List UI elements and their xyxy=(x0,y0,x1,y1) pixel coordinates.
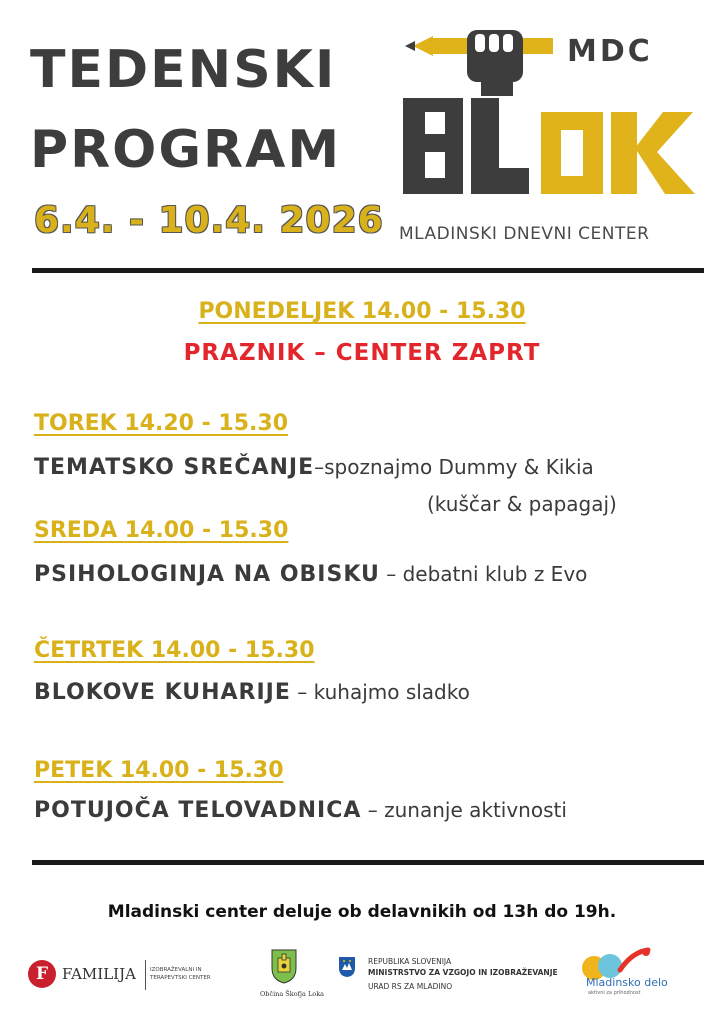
activity-tuesday xyxy=(34,455,594,480)
day-heading-monday: PONEDELJEK 14.00 - 15.30 xyxy=(198,299,526,324)
pencil-fist-icon xyxy=(395,26,705,251)
mladinsko-tagline: aktivni za prihodnost xyxy=(588,990,641,996)
logo-subtitle: MLADINSKI DNEVNI CENTER xyxy=(399,224,650,244)
activity-title: POTUJOČA TELOVADNICA xyxy=(34,798,362,823)
mladinsko-delo-logo xyxy=(580,946,700,1002)
activity-detail: –spoznajmo Dummy & Kikia xyxy=(314,455,594,479)
mdc-blok-logo xyxy=(395,26,705,251)
activity-wednesday xyxy=(34,562,587,587)
mdc-label: MDC xyxy=(567,34,653,69)
closed-notice: PRAZNIK – CENTER ZAPRT xyxy=(183,340,541,366)
activity-title: TEMATSKO SREČANJE xyxy=(34,455,315,480)
ministry-logo xyxy=(338,954,568,1004)
activity-friday xyxy=(34,798,567,823)
top-divider xyxy=(32,268,704,273)
date-range: 6.4. - 10.4. 2026 xyxy=(34,200,384,241)
activity-detail: – debatni klub z Evo xyxy=(379,562,588,586)
coat-of-arms-icon xyxy=(270,948,298,984)
activity-detail-2: (kuščar & papagaj) xyxy=(427,492,617,516)
familija-f-icon: F xyxy=(28,960,56,988)
activity-detail: – zunanje aktivnosti xyxy=(361,798,567,822)
activity-detail: – kuhajmo sladko xyxy=(290,680,470,704)
obcina-name: Občina Škofja Loka xyxy=(259,990,325,998)
opening-hours-note: Mladinski center deluje ob delavnikih od 13h do 19h. xyxy=(107,902,617,922)
title-line-1: TEDENSKI xyxy=(30,40,337,100)
familija-logo xyxy=(28,958,228,994)
ministry-text: REPUBLIKA SLOVENIJA MINISTRSTVO ZA VZGOJO IN IZOBRAŽEVANJE URAD RS ZA MLADINO xyxy=(368,957,558,991)
day-heading-thursday: ČETRTEK 14.00 - 15.30 xyxy=(34,638,315,663)
slovenia-crest-icon xyxy=(338,956,356,978)
day-heading-wednesday: SREDA 14.00 - 15.30 xyxy=(34,518,289,543)
day-heading-tuesday: TOREK 14.20 - 15.30 xyxy=(34,411,289,436)
mladinsko-name: Mladinsko delo xyxy=(586,976,668,989)
familija-separator xyxy=(145,960,146,990)
familija-desc: IZOBRAŽEVALNI IN TERAPEVTSKI CENTER xyxy=(150,967,211,981)
activity-title: PSIHOLOGINJA NA OBISKU xyxy=(34,562,380,587)
familija-name: FAMILIJA xyxy=(62,965,136,983)
activity-thursday xyxy=(34,680,470,705)
day-heading-friday: PETEK 14.00 - 15.30 xyxy=(34,758,284,783)
bottom-divider xyxy=(32,860,704,865)
title-line-2: PROGRAM xyxy=(30,120,342,180)
activity-title: BLOKOVE KUHARIJE xyxy=(34,680,291,705)
obcina-logo xyxy=(256,948,326,1008)
